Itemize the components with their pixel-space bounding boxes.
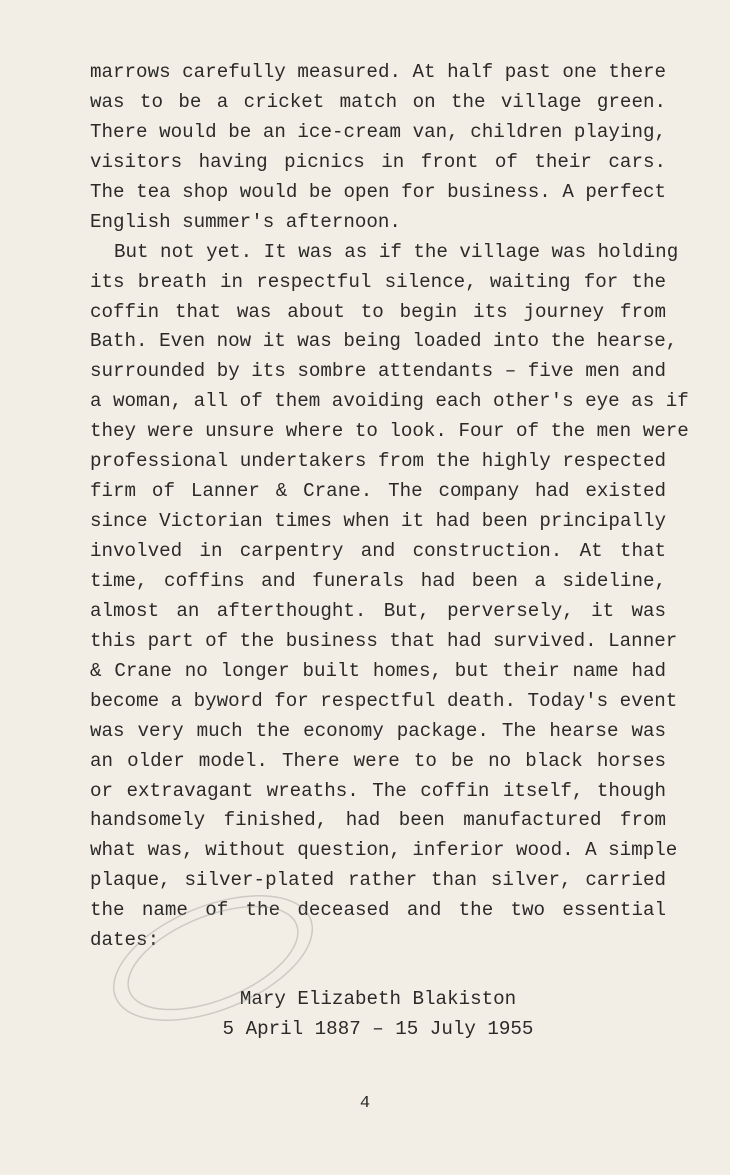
text-line: this part of the business that had survived. Lanner xyxy=(90,629,678,652)
import-stamp-watermark xyxy=(98,888,328,1028)
text-line: become a byword for respectful death. Today's event xyxy=(90,689,678,712)
text-line: an older model. There were to be no black horses xyxy=(90,749,666,772)
text-line: marrows carefully measured. At half past one there xyxy=(90,61,666,83)
text-line: & Crane no longer built homes, but their name had xyxy=(90,659,666,682)
text-line: Bath. Even now it was being loaded into the hearse, xyxy=(90,330,678,353)
text-line: visitors having picnics in front of their cars. xyxy=(90,150,666,173)
text-line: a woman, all of them avoiding each other's eye as if xyxy=(90,390,689,413)
paragraph xyxy=(90,58,666,238)
text-line: There would be an ice-cream van, children playing, xyxy=(90,120,666,143)
text-line: was to be a cricket match on the village green. xyxy=(90,90,666,113)
body-text xyxy=(90,58,689,956)
text-line: firm of Lanner & Crane. The company had existed xyxy=(90,480,666,503)
text-line: professional undertakers from the highly respected xyxy=(90,450,666,473)
text-line: its breath in respectful silence, waiting for the xyxy=(90,270,666,293)
text-line: The tea shop would be open for business. A perfect xyxy=(90,180,666,203)
page-number: 4 xyxy=(359,1094,371,1113)
text-line: since Victorian times when it had been principally xyxy=(90,510,666,533)
text-line: dates: xyxy=(90,929,160,952)
deceased-name: Mary Elizabeth Blakiston xyxy=(239,988,517,1010)
text-line: surrounded by its sombre attendants – five men and xyxy=(90,360,666,383)
text-line: English summer's afternoon. xyxy=(90,210,401,233)
text-line: they were unsure where to look. Four of the men were xyxy=(90,420,689,443)
text-line: plaque, silver-plated rather than silver, carried xyxy=(90,869,666,892)
text-line: was very much the economy package. The hearse was xyxy=(90,719,666,742)
text-line: time, coffins and funerals had been a sideline, xyxy=(90,569,666,592)
text-line: coffin that was about to begin its journey from xyxy=(90,300,666,323)
text-line: what was, without question, inferior wood. A simple xyxy=(90,839,678,862)
text-line: the name of the deceased and the two essential xyxy=(90,899,666,922)
text-line: almost an afterthought. But, perversely, it was xyxy=(90,599,666,622)
text-line: But not yet. It was as if the village was holding xyxy=(114,240,679,263)
deceased-dates: 5 April 1887 – 15 July 1955 xyxy=(222,1018,534,1040)
text-line: involved in carpentry and construction. At that xyxy=(90,540,666,562)
text-line: or extravagant wreaths. The coffin itself, though xyxy=(90,779,666,802)
paragraph xyxy=(90,238,689,957)
text-line: handsomely finished, had been manufactured from xyxy=(90,809,666,832)
